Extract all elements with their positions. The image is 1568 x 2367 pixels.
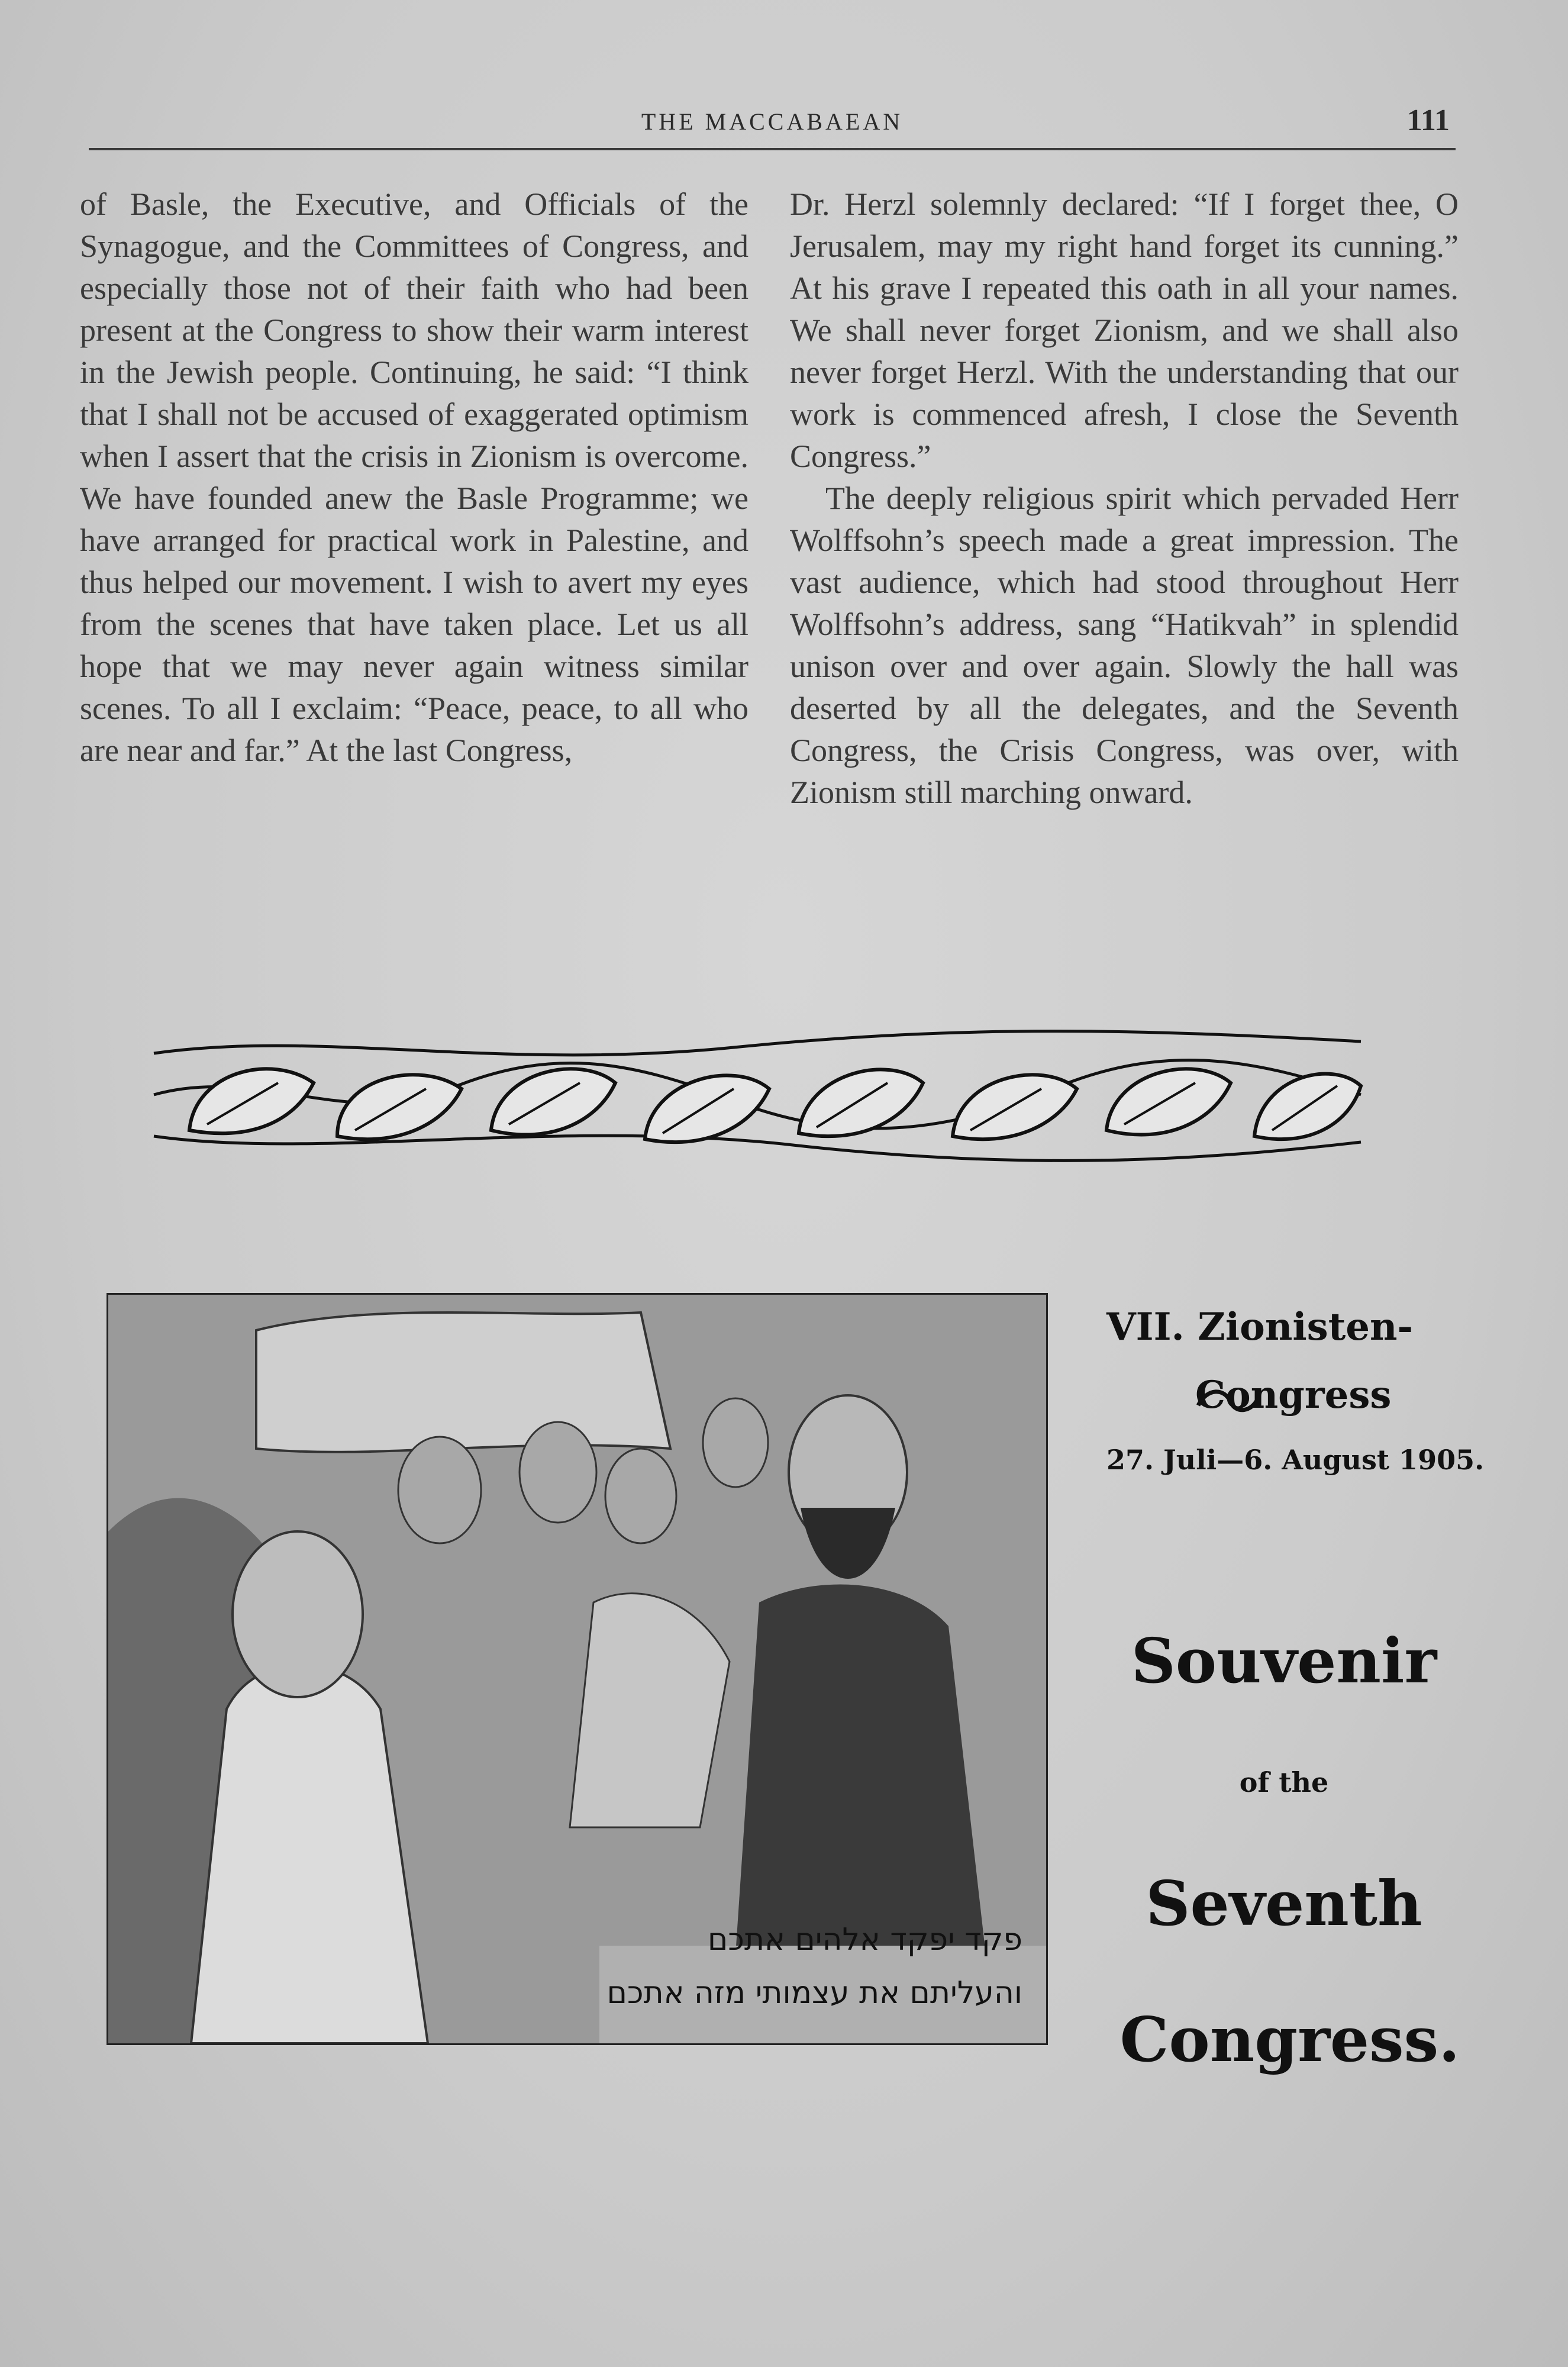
page-header: [89, 101, 1456, 150]
congress-title: Congress.: [1119, 2003, 1460, 2076]
souvenir-sidebar: [1089, 1293, 1485, 2076]
hebrew-caption-line-2: והעליתם את עצמותי מזה אתכם: [606, 1975, 1022, 2011]
souvenir-title: Souvenir: [1131, 1624, 1437, 1697]
of-the-text: of the: [1239, 1766, 1329, 1798]
congress-subheading: Congress: [1195, 1373, 1392, 1417]
right-paragraph-2: The deeply religious spirit which pervaded Herr Wolffsohn’s speech made a great impression. The vast audience, which had stood throughout Herr Wolffsohn’s address, sang “Hatikvah” in splendid unison over and over again. Slowly the hall was deserted by all the delegates, and the Seventh Congress, the Crisis Congress, was over, with Zionism still marching onward.: [790, 481, 1459, 810]
left-paragraph: of Basle, the Executive, and Officials of the Synagogue, and the Committees of Congress, and especially those not of their faith who had been present at the Congress to show their warm interest in the Jewish people. Continuing, he said: “I think that I shall not be accused of exaggerated optimism when I assert that the crisis in Zionism is overcome. We have founded anew the Basle Programme; we have arranged for practical work in Palestine, and thus helped our movement. I wish to avert my eyes from the scenes that have taken place. Let us all hope that we may never again witness similar scenes. To all I exclaim: “Peace, peace, to all who are near and far.” At the last Congress,: [80, 186, 748, 768]
right-paragraph-1: Dr. Herzl solemnly declared: “If I forget thee, O Jerusalem, may my right hand forget its cunning.” At his grave I repeated this oath in all your names. We shall never forget Zionism, and we shall also never forget Herzl. With the understanding that our work is commenced afresh, I close the Seventh Congress.”: [790, 186, 1459, 474]
left-column: [80, 183, 748, 772]
congress-dates: 27. Juli—6. August 1905.: [1106, 1444, 1485, 1476]
hebrew-caption: [490, 1913, 1022, 2020]
herzl-illustration: [107, 1293, 1048, 2045]
figure-head: [233, 1531, 363, 1697]
congress-heading: VII. Zionisten-: [1106, 1305, 1414, 1349]
leaf-ornament-band: [142, 1018, 1373, 1172]
hebrew-caption-line-1: פקד יפקד אלהים אתכם: [707, 1922, 1022, 1958]
page-number: 111: [1406, 104, 1450, 137]
seventh-title: Seventh: [1146, 1867, 1422, 1940]
flag-shape: [256, 1313, 670, 1452]
right-column: [790, 183, 1459, 814]
running-head: THE MACCABAEAN: [641, 108, 904, 135]
